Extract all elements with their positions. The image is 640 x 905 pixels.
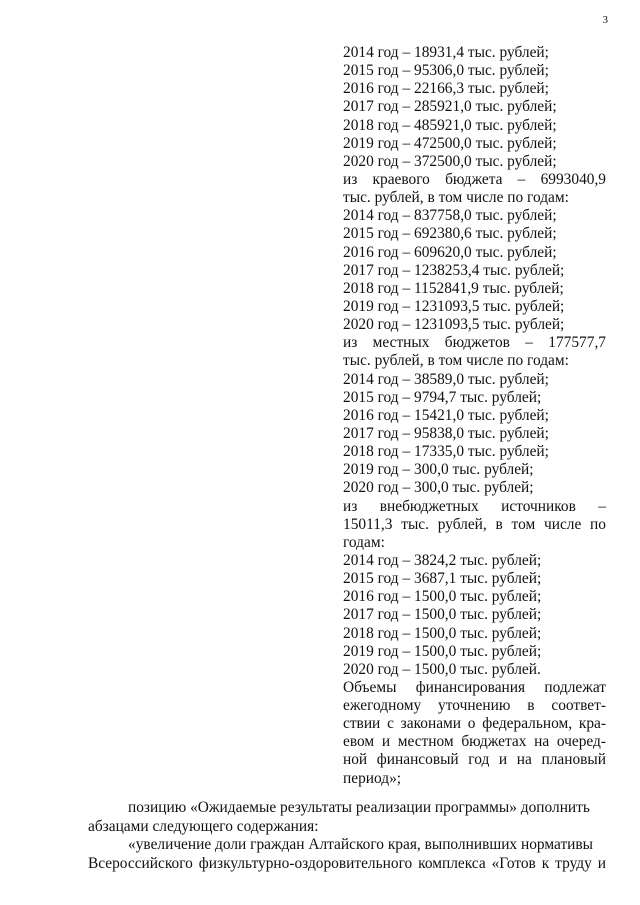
text-line: 15011,3 тыс. рублей, в том числе по	[343, 515, 606, 533]
text-line: 2020 год – 1500,0 тыс. рублей.	[343, 660, 541, 678]
text-line: 2016 год – 22166,3 тыс. рублей;	[343, 80, 549, 98]
text-line: 2018 год – 17335,0 тыс. рублей;	[343, 443, 549, 461]
text-line: 2014 год – 18931,4 тыс. рублей;	[343, 44, 549, 61]
text-line: 2018 год – 485921,0 тыс. рублей;	[343, 116, 557, 134]
text-line: 2020 год – 1231093,5 тыс. рублей;	[343, 316, 565, 334]
text-line: 2014 год – 3824,2 тыс. рублей;	[343, 551, 542, 569]
text-line: 2015 год – 95306,0 тыс. рублей;	[343, 62, 549, 80]
text-line: 2019 год – 472500,0 тыс. рублей;	[343, 134, 557, 152]
text-line: 2018 год – 1152841,9 тыс. рублей;	[343, 279, 564, 297]
text-line: 2014 год – 837758,0 тыс. рублей;	[343, 207, 557, 225]
text-line: годам:	[343, 533, 385, 551]
text-line: 2016 год – 15421,0 тыс. рублей;	[343, 406, 549, 424]
text-line: 2019 год – 1231093,5 тыс. рублей;	[343, 297, 565, 315]
text-line: тыс. рублей, в том числе по годам:	[343, 352, 569, 370]
text-line: 2020 год – 372500,0 тыс. рублей;	[343, 152, 557, 170]
text-line: 2019 год – 300,0 тыс. рублей;	[343, 461, 534, 479]
financing-column	[343, 44, 606, 788]
text-line: ежегодному уточнению в соответ-	[343, 697, 606, 715]
text-line: 2019 год – 1500,0 тыс. рублей;	[343, 642, 542, 660]
text-line: 2020 год – 300,0 тыс. рублей;	[343, 479, 534, 497]
text-line: ствии с законами о федеральном, кра-	[343, 715, 606, 733]
text-line: 2017 год – 1500,0 тыс. рублей;	[343, 606, 542, 624]
text-line: из краевого бюджета – 6993040,9	[343, 170, 606, 188]
text-line: 2017 год – 285921,0 тыс. рублей;	[343, 98, 557, 116]
text-line: 2017 год – 95838,0 тыс. рублей;	[343, 424, 549, 442]
text-line: Всероссийского физкультурно-оздоровительного комплекса «Готов к труду и	[88, 854, 606, 872]
text-line: тыс. рублей, в том числе по годам:	[343, 189, 569, 207]
text-line: Объемы финансирования подлежат	[343, 678, 606, 696]
text-line: 2017 год – 1238253,4 тыс. рублей;	[343, 261, 565, 279]
text-line: из местных бюджетов – 177577,7	[343, 334, 606, 352]
text-line: абзацами следующего содержания:	[88, 817, 319, 835]
text-line: 2018 год – 1500,0 тыс. рублей;	[343, 624, 542, 642]
text-line: период»;	[343, 769, 402, 787]
text-line: из внебюджетных источников –	[343, 497, 606, 515]
text-line: 2016 год – 609620,0 тыс. рублей;	[343, 243, 557, 261]
text-line: 2014 год – 38589,0 тыс. рублей;	[343, 370, 549, 388]
text-line: «увеличение доли граждан Алтайского края, выполнивших нормативы	[128, 836, 594, 854]
amendment-paragraph	[88, 799, 606, 873]
text-line: 2016 год – 1500,0 тыс. рублей;	[343, 588, 542, 606]
page-number: 3	[602, 14, 608, 26]
text-line: евом и местном бюджетах на очеред-	[343, 733, 606, 751]
text-line: 2015 год – 9794,7 тыс. рублей;	[343, 388, 542, 406]
text-line: позицию «Ожидаемые результаты реализации программы» дополнить	[128, 799, 590, 816]
text-line: 2015 год – 692380,6 тыс. рублей;	[343, 225, 557, 243]
text-line: ной финансовый год и на плановый	[343, 751, 606, 769]
text-line: 2015 год – 3687,1 тыс. рублей;	[343, 570, 542, 588]
